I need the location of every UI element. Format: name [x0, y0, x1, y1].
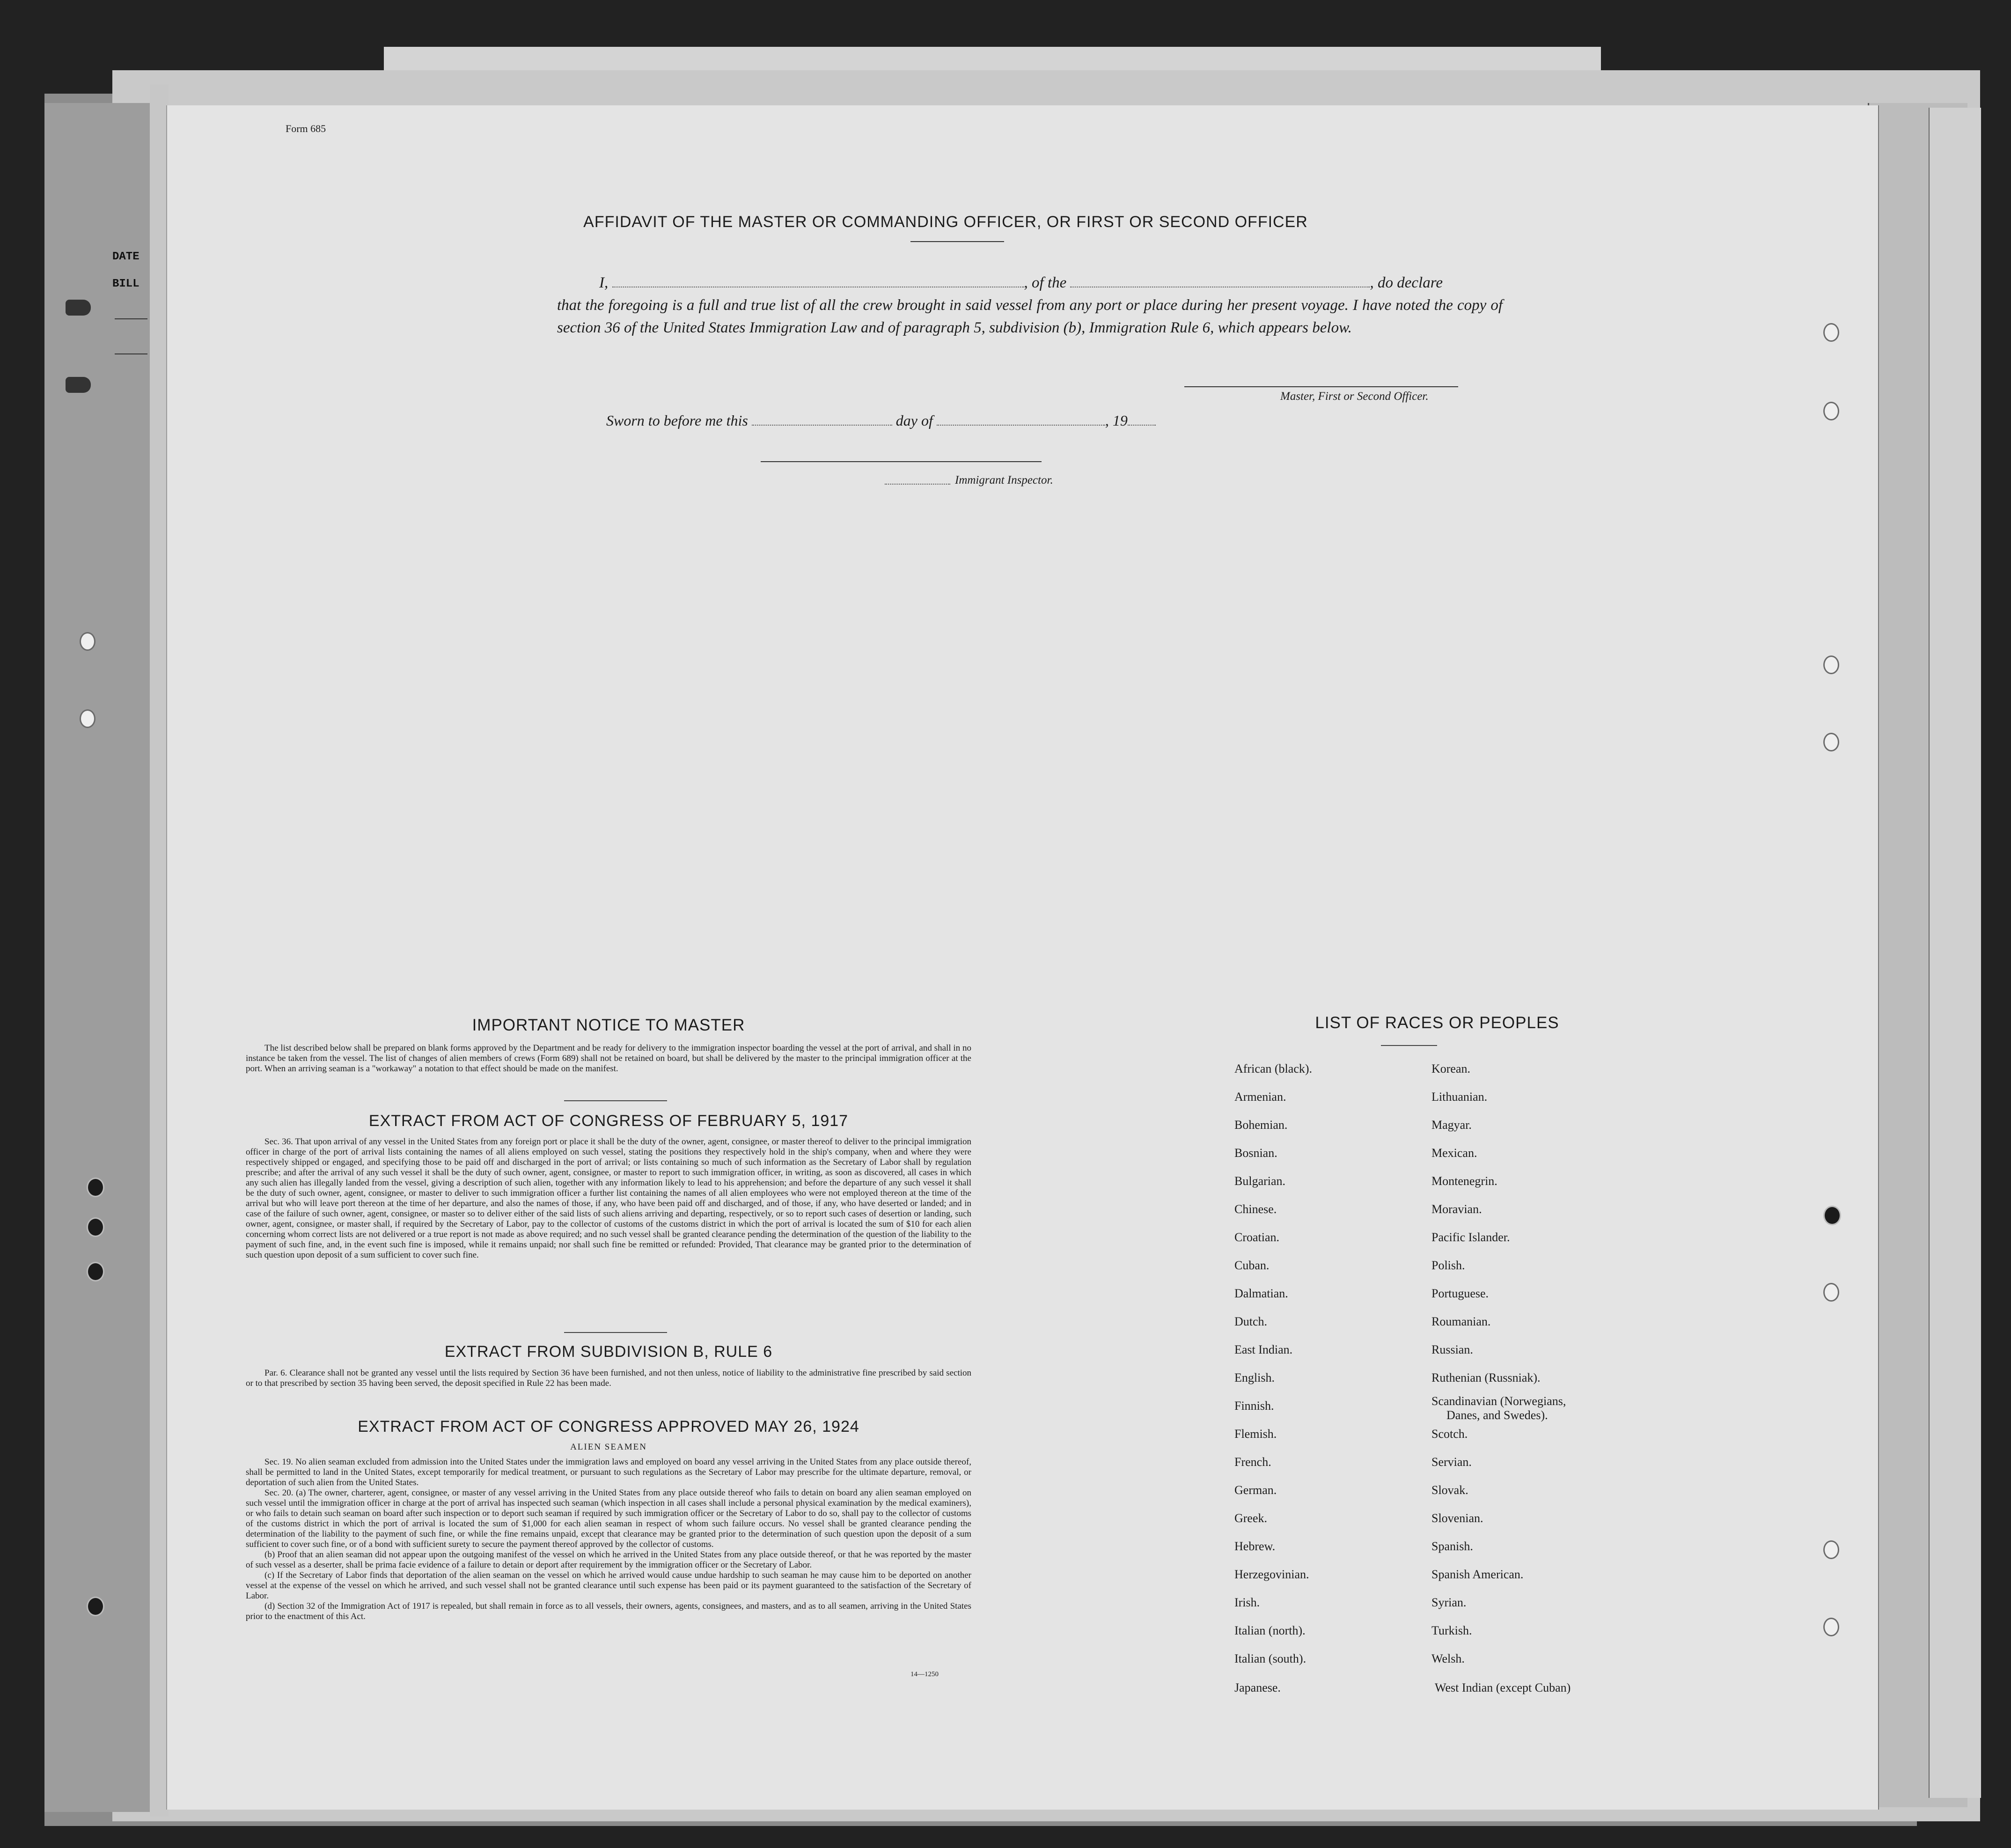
- side-label-bill: BILL: [112, 278, 139, 290]
- binder-hole-icon: [1823, 1206, 1841, 1225]
- inspector-dots: [885, 484, 950, 485]
- race-item: Dalmatian.: [1234, 1287, 1288, 1300]
- extract-rule6-title: EXTRACT FROM SUBDIVISION B, RULE 6: [444, 1343, 773, 1361]
- race-item: Italian (north).: [1234, 1624, 1306, 1637]
- side-rule: [115, 353, 147, 354]
- sworn-line: [606, 412, 1156, 429]
- left-binder-strip: [44, 103, 150, 1812]
- race-item: English.: [1234, 1371, 1275, 1384]
- binder-clip-icon: [66, 377, 91, 393]
- inspector-label: Immigrant Inspector.: [955, 474, 1053, 486]
- race-item: Servian.: [1431, 1455, 1472, 1469]
- race-item: Japanese.: [1234, 1681, 1281, 1694]
- left-page-edge: [150, 84, 169, 1817]
- race-item: African (black).: [1234, 1062, 1313, 1075]
- binder-hole-icon: [80, 632, 95, 651]
- race-item: Croatian.: [1234, 1230, 1280, 1244]
- race-item: Korean.: [1431, 1062, 1471, 1075]
- extract-rule6-body: [246, 1368, 971, 1389]
- sworn-prefix: Sworn to before me this: [606, 412, 748, 429]
- notice-body: The list described below shall be prepared on blank forms approved by the Department and be ready for delivery to the immigration inspector boarding the vessel at the port of arrival, and shall in no instance be taken from the vessel. The list of changes of alien members of crews (Form 689) shall not be retained on board, but shall be delivered by the master to the principal immigration officer at the port. When an arriving seaman is a "workaway" a notation to that effect should be made on the manifest.: [246, 1043, 971, 1074]
- sworn-day-of: day of: [895, 412, 933, 429]
- side-rule: [115, 318, 147, 319]
- races-rule: [1381, 1045, 1437, 1046]
- race-item: Hebrew.: [1234, 1539, 1276, 1553]
- binder-hole-icon: [87, 1597, 104, 1616]
- race-item: German.: [1234, 1483, 1277, 1497]
- race-item: French.: [1234, 1455, 1271, 1469]
- race-item: Magyar.: [1431, 1118, 1472, 1132]
- notice-title: IMPORTANT NOTICE TO MASTER: [472, 1016, 745, 1034]
- race-item: West Indian (except Cuban): [1435, 1681, 1571, 1694]
- race-item: Italian (south).: [1234, 1652, 1306, 1665]
- race-item: Roumanian.: [1431, 1315, 1491, 1328]
- binder-hole-icon: [1823, 733, 1839, 751]
- race-item: Portuguese.: [1431, 1287, 1489, 1300]
- extract-1917-body: [246, 1137, 971, 1260]
- background-page-right-edge-2: [1929, 108, 1981, 1798]
- sworn-year: , 19: [1105, 412, 1128, 429]
- race-item: Bohemian.: [1234, 1118, 1288, 1132]
- race-item: Finnish.: [1234, 1399, 1274, 1413]
- affidavit-i-label: I,: [599, 274, 609, 291]
- vessel-blank-field: [1070, 275, 1370, 287]
- name-blank-field: [612, 275, 1024, 287]
- race-item: Moravian.: [1431, 1202, 1482, 1216]
- race-item: Armenian.: [1234, 1090, 1286, 1104]
- extract-1924-sec19: Sec. 19. No alien seaman excluded from admission into the United States under the immigration laws and employed on board any vessel arriving in the United States from any place outside thereof, shall be permitted to land in the United States, except temporarily for medical treatment, or pursuant to such regulations as the Secretary of Labor may prescribe for the ultimate departure, removal, or deportation of such alien from the United States.: [246, 1457, 971, 1487]
- race-item: Montenegrin.: [1431, 1174, 1497, 1188]
- affidavit-do-declare: , do declare: [1370, 274, 1443, 291]
- binder-hole-icon: [80, 709, 95, 728]
- binder-hole-icon: [87, 1262, 104, 1281]
- extract-1917-title: EXTRACT FROM ACT OF CONGRESS OF FEBRUARY 5, 1917: [368, 1112, 849, 1130]
- form-code: 14—1250: [910, 1671, 939, 1678]
- race-item: Lithuanian.: [1431, 1090, 1488, 1104]
- race-item: Greek.: [1234, 1511, 1268, 1525]
- race-item: Spanish American.: [1431, 1568, 1524, 1581]
- race-item: Slovak.: [1431, 1483, 1468, 1497]
- extract-1924-sec20d: (d) Section 32 of the Immigration Act of 1917 is repealed, but shall remain in force as to all vessels, their owners, agents, consignees, and masters, and as to all seamen, arriving in the United States prior to the enactment of this Act.: [246, 1601, 971, 1621]
- section-rule: [564, 1332, 667, 1333]
- races-title: LIST OF RACES OR PEOPLES: [1315, 1014, 1559, 1032]
- binder-hole-icon: [1823, 655, 1839, 674]
- binder-clip-icon: [66, 300, 91, 316]
- race-item: Ruthenian (Russniak).: [1431, 1371, 1541, 1384]
- affidavit-of-the: , of the: [1024, 274, 1067, 291]
- race-item: Syrian.: [1431, 1596, 1467, 1609]
- affidavit-title: AFFIDAVIT OF THE MASTER OR COMMANDING OFFICER, OR FIRST OR SECOND OFFICER: [583, 213, 1308, 231]
- extract-1924-subtitle: ALIEN SEAMEN: [570, 1442, 647, 1452]
- race-item: Bulgarian.: [1234, 1174, 1286, 1188]
- race-item: Welsh.: [1431, 1652, 1465, 1665]
- race-item: Irish.: [1234, 1596, 1260, 1609]
- sworn-year-blank: [1128, 413, 1156, 426]
- affidavit-body: [557, 272, 1503, 339]
- inspector-signature-line: [761, 461, 1042, 462]
- form-number: Form 685: [286, 123, 326, 134]
- affidavit-statement: that the foregoing is a full and true list of all the crew brought in said vessel from any port or place during her present voyage. I have noted the copy of section 36 of the United States Immigration Law and of paragraph 5, subdivision (b), Immigration Rule 6, which appears below.: [557, 297, 1503, 336]
- binder-hole-icon: [1823, 402, 1839, 420]
- sworn-day-blank: [752, 413, 892, 426]
- race-item: East Indian.: [1234, 1343, 1293, 1356]
- race-item: Scandinavian (Norwegians,: [1431, 1394, 1566, 1408]
- extract-1924-title: EXTRACT FROM ACT OF CONGRESS APPROVED MAY 26, 1924: [358, 1418, 859, 1436]
- race-item: Bosnian.: [1234, 1146, 1277, 1160]
- binder-hole-icon: [1823, 1283, 1839, 1302]
- race-item: Mexican.: [1431, 1146, 1477, 1160]
- race-item: Polish.: [1431, 1259, 1465, 1272]
- extract-1924-sec20a: Sec. 20. (a) The owner, charterer, agent, consignee, or master of any vessel arriving in the United States from any place outside thereof who fails to detain on board any alien seaman employed on such vessel until the immigration officer in charge at the port of arrival has inspected such seaman (which inspection in all cases shall include a personal physical examination by the medical examiners), or who fails to detain such seaman on board after such inspection or to deport such seaman if required by such immigration officer or the Secretary of Labor to do so, shall pay to the collector of customs of the customs district in which the port of arrival is located the sum of $1,000 for each alien seaman in respect of whom such failure occurs. No vessel shall be granted clearance pending the determination of the liability to the payment of such fine, or while the fine remains unpaid, except that clearance may be granted prior to the determination of such question upon the deposit of a sum sufficient to cover such fine, or of a bond with sufficient surety to secure the payment thereof approved by the collector of customs.: [246, 1488, 971, 1549]
- extract-1924-sec20b: (b) Proof that an alien seaman did not appear upon the outgoing manifest of the vessel on which he arrived in the United States from any place outside thereof, or that he was reported by the master of such vessel as a deserter, shall be prima facie evidence of a failure to detain or deport after requirement by the immigration officer or the Secretary of Labor.: [246, 1550, 971, 1570]
- side-label-date: DATE: [112, 250, 139, 263]
- title-rule: [910, 241, 1004, 242]
- race-item: Flemish.: [1234, 1427, 1277, 1441]
- sworn-month-blank: [937, 413, 1105, 426]
- extract-1924-body: [246, 1457, 971, 1622]
- race-item: Chinese.: [1234, 1202, 1277, 1216]
- binder-hole-icon: [87, 1217, 104, 1237]
- binder-hole-icon: [1823, 1540, 1839, 1559]
- race-item: Slovenian.: [1431, 1511, 1483, 1525]
- race-item-continuation: Danes, and Swedes).: [1446, 1408, 1548, 1422]
- binder-hole-icon: [1823, 1618, 1839, 1636]
- binder-hole-icon: [87, 1178, 104, 1197]
- signature-line: [1184, 386, 1458, 387]
- signature-label: Master, First or Second Officer.: [1280, 390, 1429, 403]
- race-item: Herzegovinian.: [1234, 1568, 1309, 1581]
- race-item: Cuban.: [1234, 1259, 1270, 1272]
- race-item: Scotch.: [1431, 1427, 1468, 1441]
- race-item: Spanish.: [1431, 1539, 1473, 1553]
- race-item: Turkish.: [1431, 1624, 1472, 1637]
- race-item: Dutch.: [1234, 1315, 1268, 1328]
- section-rule: [564, 1100, 667, 1101]
- race-item: Pacific Islander.: [1431, 1230, 1510, 1244]
- binder-hole-icon: [1823, 323, 1839, 342]
- extract-1924-sec20c: (c) If the Secretary of Labor finds that deportation of the alien seaman on the vessel on which he arrived would cause undue hardship to such seaman he may cause him to be deported on another vessel at the expense of the vessel on which he arrived, and such vessel shall not be granted clearance until such expense has been paid or its payment guaranteed to the satisfaction of the Secretary of Labor.: [246, 1570, 971, 1601]
- extract-rule6-text: Par. 6. Clearance shall not be granted any vessel until the lists required by Section 36 have been furnished, and not then unless, notice of liability to the administrative fine prescribed by said section or to that prescribed by section 35 having been served, the deposit specified in Rule 22 has been made.: [246, 1368, 971, 1388]
- extract-1917-text: Sec. 36. That upon arrival of any vessel in the United States from any foreign port or place it shall be the duty of the owner, agent, consignee, or master thereof to deliver to the principal immigration officer in charge of the port of arrival lists containing the names of all aliens employed on such vessel, stating the positions they respectively hold in the ship's company, when and where they were respectively shipped or engaged, and specifying those to be paid off and discharged in the port of arrival; or lists containing so much of such information as the Secretary of Labor shall by regulation prescribe; and after the arrival of any such vessel it shall be the duty of such owner, agent, consignee, or master to report to such immigration officer, in writing, as soon as discovered, all cases in which any such alien has illegally landed from the vessel, giving a description of such alien, together with any information likely to lead to his apprehension; and before the departure of any such vessel it shall be the duty of such owner, agent, consignee, or master to deliver to such immigration officer a further list containing the names of all alien employees who were not employed thereon at the time of the arrival but who will leave port thereon at the time of her departure, and also the names of those, if any, who have been paid off and discharged, and of those, if any, who have deserted or landed; and in case of the failure of such owner, agent, consignee, or master so to deliver either of the said lists of such aliens arriving and departing, respectively, or so to report such cases of desertion or landing, such owner, agent, consignee, or master shall, if required by the Secretary of Labor, pay to the collector of customs of the customs district in which the port of arrival is located the sum of $10 for each alien concerning whom correct lists are not delivered or a true report is not made as above required; and no such vessel shall be granted clearance pending the determination of the question of the liability to the payment of such fine, and, in the event such fine is imposed, while it remains unpaid; nor shall such fine be remitted or refunded: Provided, That clearance may be granted prior to the determination of such question upon deposit of a sum sufficient to cover such fine.: [246, 1137, 971, 1260]
- race-item: Russian.: [1431, 1343, 1473, 1356]
